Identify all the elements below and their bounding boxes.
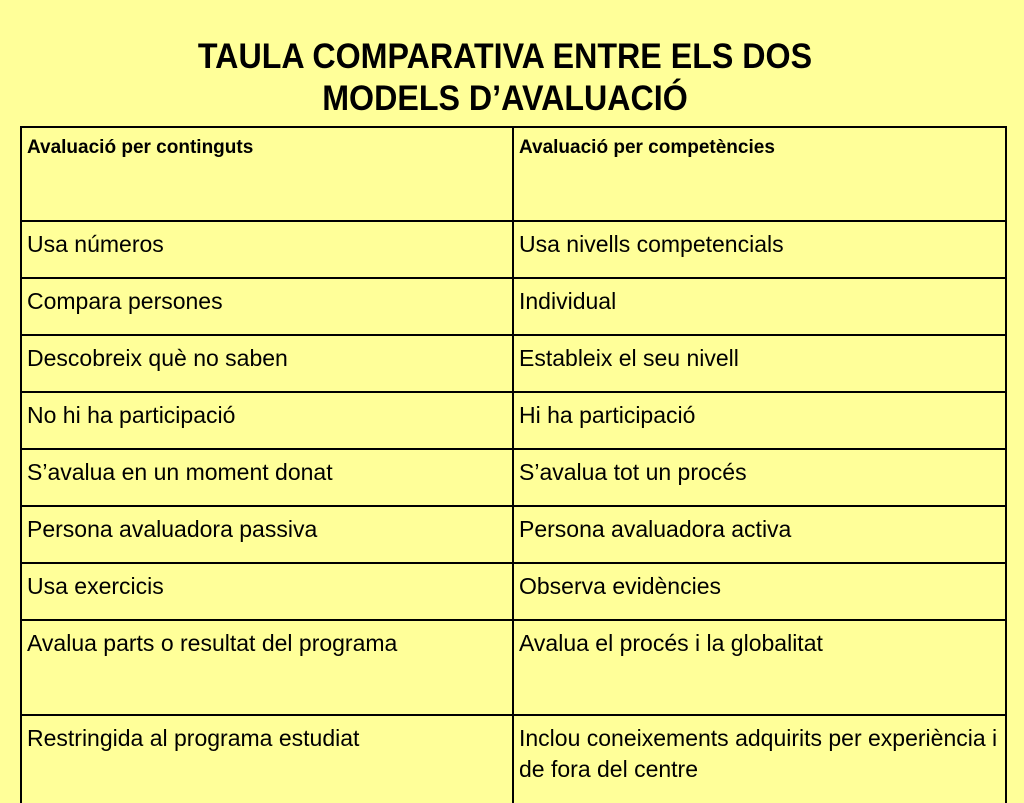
- table-row: [21, 715, 1006, 803]
- table-header-row: [21, 127, 1006, 221]
- comparison-table: [20, 126, 1007, 803]
- header-competences-evaluation: Avaluació per competències: [513, 127, 1006, 221]
- slide-title: [40, 36, 969, 120]
- table-row: [21, 449, 1006, 506]
- cell-competences: Inclou coneixements adquirits per experiència i de fora del centre: [513, 715, 1006, 803]
- table-row: [21, 620, 1006, 715]
- cell-competences: Individual: [513, 278, 1006, 335]
- cell-competences: Hi ha participació: [513, 392, 1006, 449]
- title-line-2: MODELS D’AVALUACIÓ: [322, 79, 688, 118]
- cell-contents: Avalua parts o resultat del programa: [21, 620, 513, 715]
- cell-competences: Persona avaluadora activa: [513, 506, 1006, 563]
- header-contents-evaluation: Avaluació per continguts: [21, 127, 513, 221]
- cell-competences: Observa evidències: [513, 563, 1006, 620]
- cell-competences: Avalua el procés i la globalitat: [513, 620, 1006, 715]
- table-row: [21, 506, 1006, 563]
- cell-contents: Compara persones: [21, 278, 513, 335]
- table-row: [21, 563, 1006, 620]
- cell-contents: Restringida al programa estudiat: [21, 715, 513, 803]
- cell-contents: Usa números: [21, 221, 513, 278]
- table-row: [21, 278, 1006, 335]
- table-row: [21, 335, 1006, 392]
- cell-contents: Persona avaluadora passiva: [21, 506, 513, 563]
- cell-contents: S’avalua en un moment donat: [21, 449, 513, 506]
- cell-contents: No hi ha participació: [21, 392, 513, 449]
- cell-competences: Usa nivells competencials: [513, 221, 1006, 278]
- cell-contents: Usa exercicis: [21, 563, 513, 620]
- table-row: [21, 221, 1006, 278]
- title-line-1: TAULA COMPARATIVA ENTRE ELS DOS: [197, 37, 813, 76]
- cell-contents: Descobreix què no saben: [21, 335, 513, 392]
- cell-competences: Estableix el seu nivell: [513, 335, 1006, 392]
- table-row: [21, 392, 1006, 449]
- cell-competences: S’avalua tot un procés: [513, 449, 1006, 506]
